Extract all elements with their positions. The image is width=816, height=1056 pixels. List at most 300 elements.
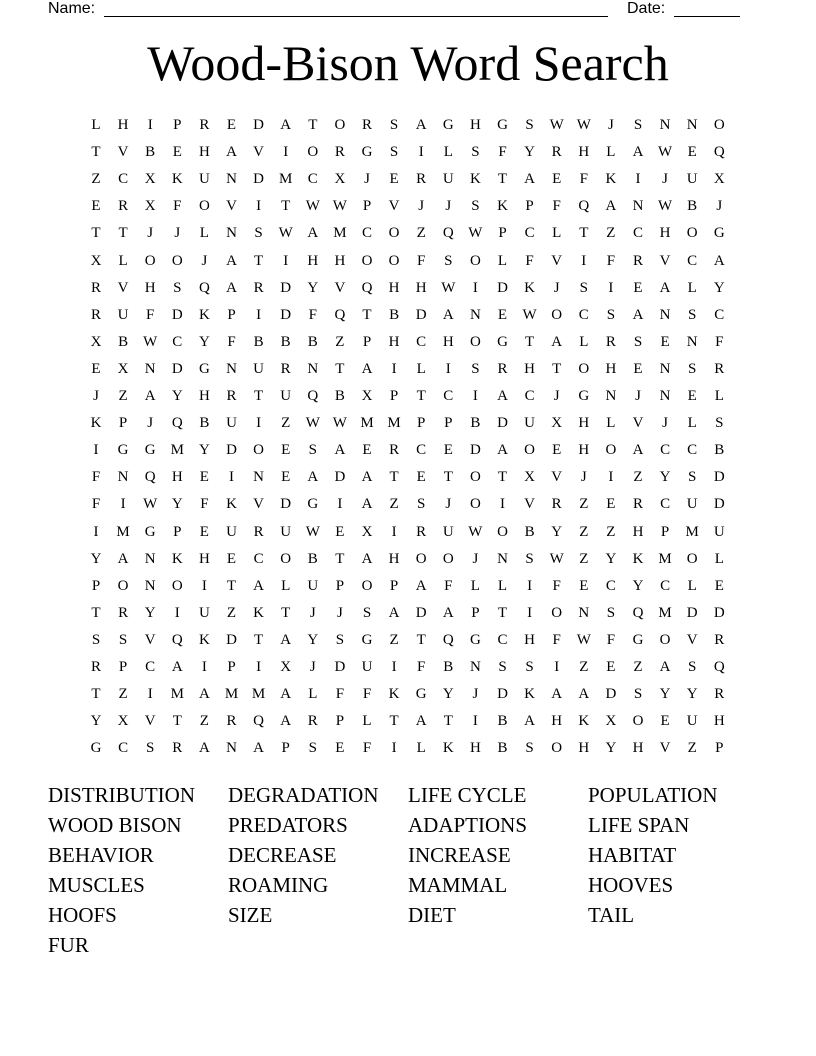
grid-letter[interactable]: B (118, 333, 129, 350)
grid-letter[interactable]: V (117, 144, 129, 161)
grid-letter[interactable]: T (443, 713, 453, 730)
grid-letter[interactable]: R (632, 252, 643, 269)
grid-letter[interactable]: P (118, 415, 128, 432)
grid-letter[interactable]: D (415, 604, 427, 621)
grid-letter[interactable]: U (686, 713, 698, 730)
grid-letter[interactable]: P (417, 415, 426, 432)
grid-letter[interactable]: S (362, 604, 372, 621)
grid-letter[interactable]: J (662, 415, 669, 432)
grid-letter[interactable]: H (524, 360, 536, 377)
grid-letter[interactable]: X (334, 171, 346, 188)
grid-letter[interactable]: A (253, 577, 265, 594)
grid-letter[interactable]: S (389, 117, 399, 133)
grid-letter[interactable]: C (578, 306, 589, 323)
grid-letter[interactable]: I (256, 659, 262, 675)
grid-letter[interactable]: Y (307, 279, 319, 296)
grid-letter[interactable]: A (524, 713, 536, 730)
grid-letter[interactable]: T (308, 117, 318, 133)
grid-letter[interactable]: W (468, 523, 483, 540)
grid-letter[interactable]: E (199, 469, 209, 486)
grid-letter[interactable]: D (280, 306, 292, 323)
grid-letter[interactable]: O (361, 252, 373, 269)
grid-letter[interactable]: N (469, 306, 481, 323)
grid-letter[interactable]: J (174, 225, 181, 242)
grid-letter[interactable]: Y (442, 686, 454, 703)
grid-letter[interactable]: A (632, 306, 644, 323)
grid-letter[interactable]: W (658, 198, 673, 215)
grid-letter[interactable]: P (362, 333, 372, 350)
grid-letter[interactable]: Z (118, 388, 128, 404)
grid-letter[interactable]: R (389, 442, 400, 459)
grid-letter[interactable]: A (280, 686, 292, 703)
grid-letter[interactable]: U (198, 171, 210, 188)
grid-letter[interactable]: Q (361, 279, 373, 296)
grid-letter[interactable]: O (334, 117, 346, 133)
grid-letter[interactable]: T (335, 550, 345, 567)
grid-letter[interactable]: X (144, 171, 156, 188)
grid-letter[interactable]: K (497, 198, 508, 215)
grid-letter[interactable]: J (662, 171, 669, 188)
grid-letter[interactable]: Z (606, 523, 616, 540)
grid-letter[interactable]: M (685, 523, 699, 540)
grid-letter[interactable]: I (147, 686, 153, 703)
grid-letter[interactable]: P (335, 713, 345, 730)
grid-letter[interactable]: O (171, 252, 183, 269)
grid-letter[interactable]: D (334, 659, 346, 675)
grid-letter[interactable]: W (305, 415, 320, 432)
grid-letter[interactable]: S (688, 360, 697, 377)
grid-letter[interactable]: A (280, 117, 292, 133)
grid-letter[interactable]: R (199, 117, 210, 133)
grid-letter[interactable]: J (147, 225, 154, 242)
grid-letter[interactable]: A (415, 117, 427, 133)
grid-letter[interactable]: L (443, 144, 453, 161)
grid-letter[interactable]: B (199, 415, 210, 432)
grid-letter[interactable]: M (170, 686, 184, 703)
grid-letter[interactable]: T (254, 388, 264, 404)
grid-letter[interactable]: U (713, 523, 725, 540)
grid-letter[interactable]: D (171, 306, 183, 323)
grid-letter[interactable]: Q (307, 388, 319, 404)
grid-letter[interactable]: I (554, 659, 560, 675)
grid-letter[interactable]: F (227, 333, 236, 350)
grid-letter[interactable]: F (606, 631, 616, 648)
grid-letter[interactable]: U (442, 171, 454, 188)
grid-letter[interactable]: U (226, 523, 237, 540)
grid-letter[interactable]: Q (442, 631, 454, 648)
grid-letter[interactable]: L (687, 577, 697, 594)
grid-letter[interactable]: R (361, 117, 372, 133)
grid-letter[interactable]: S (525, 659, 534, 675)
grid-letter[interactable]: Y (90, 713, 102, 730)
grid-letter[interactable]: R (280, 360, 291, 377)
grid-letter[interactable]: L (118, 252, 128, 269)
grid-letter[interactable]: O (469, 252, 481, 269)
grid-letter[interactable]: P (91, 577, 101, 594)
grid-letter[interactable]: S (471, 360, 480, 377)
grid-letter[interactable]: A (226, 279, 237, 296)
grid-letter[interactable]: A (117, 550, 129, 567)
grid-letter[interactable]: T (362, 306, 372, 323)
grid-letter[interactable]: C (172, 333, 183, 350)
grid-letter[interactable]: N (117, 469, 129, 486)
grid-letter[interactable]: B (714, 442, 725, 459)
grid-letter[interactable]: L (281, 577, 291, 594)
grid-letter[interactable]: R (118, 198, 129, 215)
grid-letter[interactable]: O (551, 306, 563, 323)
grid-letter[interactable]: R (253, 523, 264, 540)
grid-letter[interactable]: D (253, 171, 265, 188)
grid-letter[interactable]: O (253, 442, 265, 459)
grid-letter[interactable]: T (254, 631, 264, 648)
grid-letter[interactable]: I (256, 415, 262, 432)
grid-letter[interactable]: H (578, 144, 590, 161)
grid-letter[interactable]: Y (144, 604, 156, 621)
grid-letter[interactable]: S (633, 333, 643, 350)
grid-letter[interactable]: F (525, 252, 534, 269)
grid-letter[interactable]: H (578, 415, 590, 432)
grid-letter[interactable]: N (144, 577, 156, 594)
grid-letter[interactable]: Y (632, 577, 644, 594)
grid-letter[interactable]: E (660, 713, 670, 730)
grid-letter[interactable]: I (256, 198, 262, 215)
grid-letter[interactable]: Y (90, 550, 102, 567)
grid-letter[interactable]: I (256, 306, 262, 323)
grid-letter[interactable]: N (226, 225, 237, 242)
grid-letter[interactable]: O (524, 442, 536, 459)
grid-letter[interactable]: S (715, 415, 724, 432)
grid-letter[interactable]: X (117, 360, 129, 377)
name-field-line[interactable] (104, 16, 608, 17)
grid-letter[interactable]: E (633, 360, 643, 377)
grid-letter[interactable]: A (551, 686, 563, 703)
grid-letter[interactable]: Q (144, 469, 156, 486)
grid-letter[interactable]: P (444, 415, 453, 432)
grid-letter[interactable]: O (686, 550, 698, 567)
grid-letter[interactable]: H (117, 117, 129, 133)
grid-letter[interactable]: O (144, 252, 156, 269)
grid-letter[interactable]: G (469, 631, 481, 648)
grid-letter[interactable]: L (606, 144, 616, 161)
grid-letter[interactable]: E (199, 523, 209, 540)
grid-letter[interactable]: O (605, 442, 617, 459)
grid-letter[interactable]: D (497, 279, 508, 296)
grid-letter[interactable]: Q (171, 415, 183, 432)
grid-letter[interactable]: B (497, 740, 508, 757)
grid-letter[interactable]: U (280, 388, 292, 404)
grid-letter[interactable]: T (389, 713, 399, 730)
grid-letter[interactable]: T (226, 577, 237, 594)
grid-letter[interactable]: U (686, 496, 698, 513)
grid-letter[interactable]: A (280, 631, 292, 648)
grid-letter[interactable]: I (147, 117, 153, 133)
grid-letter[interactable]: I (608, 469, 614, 486)
grid-letter[interactable]: I (500, 496, 505, 513)
grid-letter[interactable]: P (227, 306, 236, 323)
grid-letter[interactable]: W (549, 117, 564, 133)
grid-letter[interactable]: D (280, 279, 292, 296)
grid-letter[interactable]: A (198, 740, 210, 757)
grid-letter[interactable]: K (171, 550, 183, 567)
grid-letter[interactable]: I (391, 740, 397, 757)
grid-letter[interactable]: N (469, 659, 481, 675)
grid-letter[interactable]: L (714, 388, 724, 404)
grid-letter[interactable]: K (253, 604, 265, 621)
grid-letter[interactable]: K (524, 686, 536, 703)
grid-letter[interactable]: C (687, 252, 698, 269)
grid-letter[interactable]: D (469, 442, 481, 459)
grid-letter[interactable]: R (307, 713, 318, 730)
grid-letter[interactable]: A (415, 713, 427, 730)
grid-letter[interactable]: R (416, 523, 427, 540)
grid-letter[interactable]: I (229, 469, 234, 486)
grid-letter[interactable]: A (226, 144, 237, 161)
grid-letter[interactable]: H (334, 252, 346, 269)
grid-letter[interactable]: V (253, 496, 265, 513)
grid-letter[interactable]: L (470, 577, 480, 594)
grid-letter[interactable]: E (687, 388, 697, 404)
grid-letter[interactable]: K (388, 686, 400, 703)
grid-letter[interactable]: K (605, 171, 617, 188)
grid-letter[interactable]: J (201, 252, 208, 269)
grid-letter[interactable]: R (334, 144, 345, 161)
grid-letter[interactable]: L (91, 117, 101, 133)
grid-letter[interactable]: A (253, 740, 265, 757)
grid-letter[interactable]: L (416, 740, 426, 757)
grid-letter[interactable]: H (171, 469, 183, 486)
grid-letter[interactable]: T (91, 686, 101, 703)
grid-letter[interactable]: S (688, 659, 697, 675)
grid-letter[interactable]: T (335, 360, 345, 377)
grid-letter[interactable]: M (116, 523, 130, 540)
grid-letter[interactable]: H (198, 144, 210, 161)
grid-letter[interactable]: Z (118, 686, 128, 703)
grid-letter[interactable]: X (551, 415, 563, 432)
grid-letter[interactable]: D (226, 631, 237, 648)
grid-letter[interactable]: E (660, 333, 670, 350)
grid-letter[interactable]: K (90, 415, 102, 432)
grid-letter[interactable]: Q (578, 198, 590, 215)
grid-letter[interactable]: X (280, 659, 292, 675)
grid-letter[interactable]: I (283, 252, 289, 269)
grid-letter[interactable]: Q (713, 144, 725, 161)
grid-letter[interactable]: P (173, 117, 182, 133)
grid-letter[interactable]: M (658, 604, 672, 621)
grid-letter[interactable]: L (416, 360, 426, 377)
grid-letter[interactable]: Q (198, 279, 210, 296)
grid-letter[interactable]: W (305, 523, 320, 540)
grid-letter[interactable]: C (118, 171, 129, 188)
grid-letter[interactable]: S (606, 306, 616, 323)
grid-letter[interactable]: X (361, 388, 373, 404)
grid-letter[interactable]: O (388, 252, 400, 269)
grid-letter[interactable]: W (278, 225, 293, 242)
grid-letter[interactable]: M (387, 415, 401, 432)
grid-letter[interactable]: G (497, 117, 508, 133)
grid-letter[interactable]: N (686, 333, 698, 350)
grid-letter[interactable]: C (361, 225, 372, 242)
grid-letter[interactable]: Y (659, 469, 671, 486)
grid-letter[interactable]: A (307, 225, 319, 242)
grid-letter[interactable]: Y (686, 686, 698, 703)
grid-letter[interactable]: X (361, 523, 373, 540)
grid-letter[interactable]: F (200, 496, 209, 513)
grid-letter[interactable]: V (659, 740, 671, 757)
grid-letter[interactable]: D (171, 360, 183, 377)
grid-letter[interactable]: A (632, 144, 644, 161)
grid-letter[interactable]: D (415, 306, 427, 323)
grid-letter[interactable]: F (498, 144, 507, 161)
grid-letter[interactable]: L (687, 415, 697, 432)
grid-letter[interactable]: E (633, 279, 643, 296)
grid-letter[interactable]: A (226, 252, 237, 269)
grid-letter[interactable]: K (198, 631, 210, 648)
grid-letter[interactable]: T (389, 469, 399, 486)
grid-letter[interactable]: W (658, 144, 673, 161)
grid-letter[interactable]: X (144, 198, 156, 215)
grid-letter[interactable]: O (469, 333, 481, 350)
grid-letter[interactable]: D (686, 604, 698, 621)
grid-letter[interactable]: E (389, 171, 399, 188)
grid-letter[interactable]: E (552, 171, 562, 188)
grid-letter[interactable]: Z (389, 631, 399, 648)
grid-letter[interactable]: F (173, 198, 182, 215)
grid-letter[interactable]: O (497, 523, 508, 540)
grid-letter[interactable]: E (579, 577, 589, 594)
grid-letter[interactable]: S (389, 144, 399, 161)
grid-letter[interactable]: Z (579, 496, 589, 513)
grid-letter[interactable]: A (578, 686, 590, 703)
grid-letter[interactable]: N (605, 388, 617, 404)
grid-letter[interactable]: C (687, 442, 698, 459)
grid-letter[interactable]: P (362, 198, 372, 215)
grid-letter[interactable]: A (307, 469, 319, 486)
grid-letter[interactable]: C (632, 225, 643, 242)
grid-letter[interactable]: V (659, 252, 671, 269)
grid-letter[interactable]: D (713, 469, 725, 486)
grid-letter[interactable]: O (713, 117, 725, 133)
grid-letter[interactable]: U (442, 523, 454, 540)
grid-letter[interactable]: Z (281, 415, 291, 432)
grid-letter[interactable]: T (497, 604, 508, 621)
grid-letter[interactable]: P (715, 740, 724, 757)
grid-letter[interactable]: A (361, 469, 373, 486)
grid-letter[interactable]: A (659, 279, 671, 296)
grid-letter[interactable]: T (579, 225, 589, 242)
grid-letter[interactable]: C (714, 306, 725, 323)
grid-letter[interactable]: N (686, 117, 698, 133)
grid-letter[interactable]: Y (307, 631, 319, 648)
grid-letter[interactable]: Y (171, 388, 183, 404)
grid-letter[interactable]: R (714, 631, 725, 648)
grid-letter[interactable]: F (91, 469, 101, 486)
grid-letter[interactable]: H (415, 279, 427, 296)
grid-letter[interactable]: J (716, 198, 723, 215)
grid-letter[interactable]: R (118, 604, 129, 621)
grid-letter[interactable]: E (443, 442, 453, 459)
grid-letter[interactable]: P (227, 659, 236, 675)
grid-letter[interactable]: B (389, 306, 400, 323)
grid-letter[interactable]: R (551, 496, 562, 513)
grid-letter[interactable]: T (281, 198, 291, 215)
grid-letter[interactable]: W (576, 631, 591, 648)
grid-letter[interactable]: A (442, 604, 454, 621)
grid-letter[interactable]: A (551, 333, 563, 350)
grid-letter[interactable]: V (551, 469, 563, 486)
grid-letter[interactable]: E (91, 360, 101, 377)
grid-letter[interactable]: I (608, 279, 614, 296)
grid-letter[interactable]: G (442, 117, 454, 133)
grid-letter[interactable]: B (470, 415, 481, 432)
grid-letter[interactable]: G (361, 631, 373, 648)
grid-letter[interactable]: N (144, 360, 156, 377)
grid-letter[interactable]: G (713, 225, 725, 242)
grid-letter[interactable]: O (578, 360, 590, 377)
grid-letter[interactable]: X (90, 333, 102, 350)
grid-letter[interactable]: F (552, 198, 561, 215)
grid-letter[interactable]: T (172, 713, 182, 730)
grid-letter[interactable]: P (498, 225, 507, 242)
grid-letter[interactable]: R (632, 496, 643, 513)
grid-letter[interactable]: F (552, 577, 561, 594)
grid-letter[interactable]: F (444, 577, 453, 594)
grid-letter[interactable]: Z (335, 333, 345, 350)
grid-letter[interactable]: P (335, 577, 345, 594)
grid-letter[interactable]: U (253, 360, 265, 377)
grid-letter[interactable]: T (91, 225, 101, 242)
grid-letter[interactable]: J (93, 388, 99, 404)
grid-letter[interactable]: E (606, 496, 616, 513)
grid-letter[interactable]: J (472, 550, 479, 567)
grid-letter[interactable]: E (687, 144, 697, 161)
grid-letter[interactable]: M (360, 415, 374, 432)
grid-letter[interactable]: Z (687, 740, 697, 757)
grid-letter[interactable]: R (90, 659, 101, 675)
grid-letter[interactable]: A (632, 442, 644, 459)
grid-letter[interactable]: C (660, 496, 671, 513)
grid-letter[interactable]: J (445, 198, 452, 215)
grid-letter[interactable]: S (471, 144, 480, 161)
grid-letter[interactable]: B (253, 333, 264, 350)
grid-letter[interactable]: C (497, 631, 508, 648)
grid-letter[interactable]: A (659, 659, 671, 675)
grid-letter[interactable]: S (308, 740, 317, 757)
grid-letter[interactable]: C (416, 442, 427, 459)
grid-letter[interactable]: Z (579, 523, 589, 540)
grid-letter[interactable]: H (713, 713, 725, 730)
grid-letter[interactable]: S (688, 469, 697, 486)
grid-letter[interactable]: H (632, 740, 644, 757)
grid-letter[interactable]: I (93, 523, 99, 540)
grid-letter[interactable]: K (524, 279, 536, 296)
grid-letter[interactable]: E (226, 550, 237, 567)
grid-letter[interactable]: S (335, 631, 345, 648)
grid-letter[interactable]: A (524, 171, 536, 188)
grid-letter[interactable]: K (198, 306, 210, 323)
grid-letter[interactable]: V (686, 631, 698, 648)
grid-letter[interactable]: V (524, 496, 536, 513)
grid-letter[interactable]: W (143, 333, 158, 350)
grid-letter[interactable]: K (442, 740, 454, 757)
grid-letter[interactable]: H (469, 740, 481, 757)
grid-letter[interactable]: V (117, 279, 129, 296)
grid-letter[interactable]: R (714, 686, 725, 703)
grid-letter[interactable]: C (605, 577, 616, 594)
grid-letter[interactable]: A (497, 442, 508, 459)
grid-letter[interactable]: O (361, 577, 373, 594)
grid-letter[interactable]: W (549, 550, 564, 567)
grid-letter[interactable]: N (253, 469, 265, 486)
